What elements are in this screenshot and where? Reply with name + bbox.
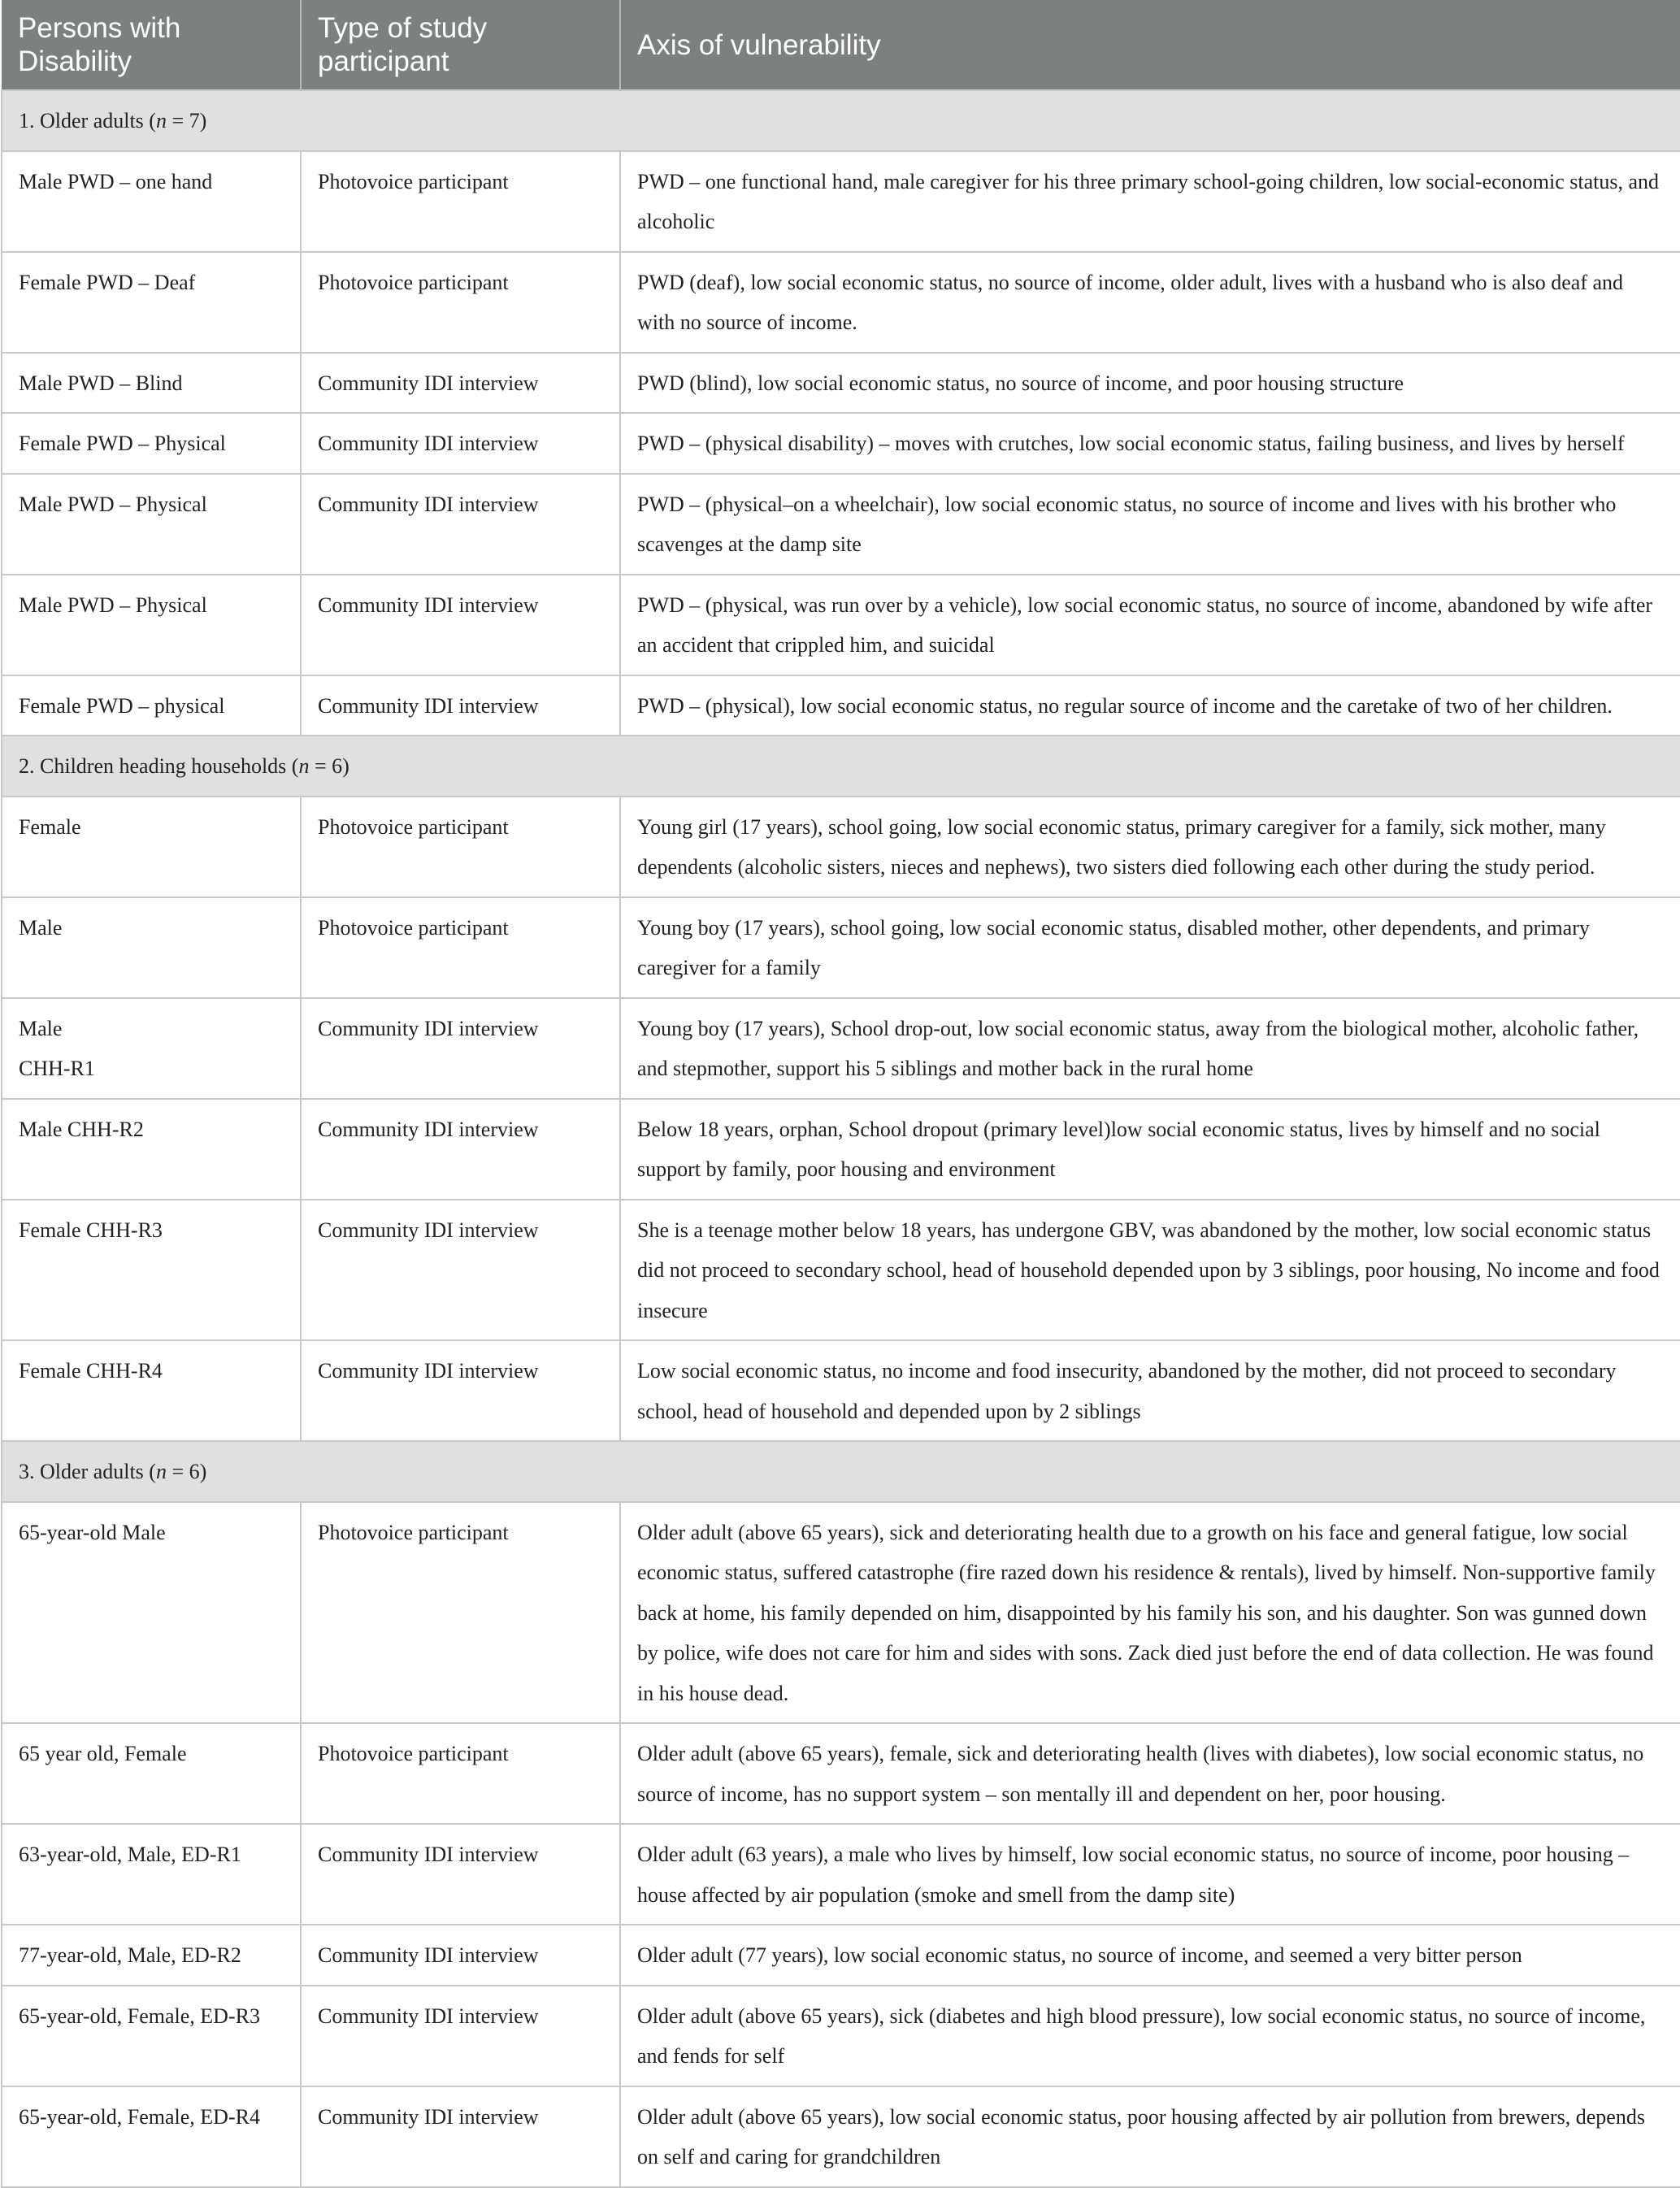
section-title-n: n [155, 109, 167, 132]
cell-person: Male PWD – Physical [2, 474, 301, 575]
participants-table [1, 0, 1680, 2188]
cell-vulnerability: PWD – (physical, was run over by a vehicle), low social economic status, no source of income, abandoned by wife after an accident that crippled him, and suicidal [620, 575, 1680, 675]
cell-participant-type: Photovoice participant [301, 897, 620, 998]
cell-vulnerability: Older adult (above 65 years), sick (diabetes and high blood pressure), low social economic status, no source of income, and fends for self [620, 1986, 1680, 2086]
cell-person: Male PWD – one hand [2, 151, 301, 252]
cell-person: Female PWD – Physical [2, 413, 301, 474]
table-row [2, 1099, 1680, 1200]
cell-person: 65-year-old, Female, ED-R3 [2, 1986, 301, 2086]
table-row [2, 1986, 1680, 2086]
cell-vulnerability: PWD – (physical), low social economic status, no regular source of income and the caretake of two of her children. [620, 675, 1680, 736]
table-row [2, 353, 1680, 414]
table-row [2, 2086, 1680, 2187]
cell-vulnerability: Older adult (63 years), a male who lives by himself, low social economic status, no source of income, poor housing – house affected by air population (smoke and smell from the damp site) [620, 1824, 1680, 1925]
cell-vulnerability: PWD – one functional hand, male caregiver for his three primary school-going children, low social-economic status, and alcoholic [620, 151, 1680, 252]
cell-person: Male PWD – Blind [2, 353, 301, 414]
header-persons-with-disability: Persons with Disability [2, 0, 301, 90]
cell-participant-type: Photovoice participant [301, 1723, 620, 1824]
cell-participant-type: Community IDI interview [301, 1340, 620, 1441]
table-row [2, 1340, 1680, 1441]
cell-participant-type: Community IDI interview [301, 474, 620, 575]
table-row [2, 797, 1680, 897]
section-title [2, 90, 1680, 151]
cell-vulnerability: Older adult (above 65 years), female, sick and deteriorating health (lives with diabetes), low social economic status, no source of income, has no support system – son mentally ill and dependent on her, poor housing. [620, 1723, 1680, 1824]
table-header [2, 0, 1680, 90]
cell-vulnerability: PWD (blind), low social economic status, no source of income, and poor housing structure [620, 353, 1680, 414]
section-header-row [2, 736, 1680, 797]
cell-vulnerability: PWD – (physical disability) – moves with crutches, low social economic status, failing business, and lives by herself [620, 413, 1680, 474]
table-row [2, 1502, 1680, 1724]
cell-person: Female PWD – Deaf [2, 252, 301, 353]
section-title-suffix: = 6) [309, 754, 349, 778]
cell-participant-type: Community IDI interview [301, 1986, 620, 2086]
cell-person: Female CHH-R3 [2, 1200, 301, 1341]
cell-person: 65-year-old Male [2, 1502, 301, 1724]
cell-participant-type: Community IDI interview [301, 1099, 620, 1200]
cell-person: Male CHH-R2 [2, 1099, 301, 1200]
header-type-of-study-participant: Type of study participant [301, 0, 620, 90]
table-row [2, 1925, 1680, 1986]
section-title [2, 1441, 1680, 1502]
table-row [2, 1723, 1680, 1824]
cell-participant-type: Community IDI interview [301, 1925, 620, 1986]
cell-vulnerability: She is a teenage mother below 18 years, has undergone GBV, was abandoned by the mother, low social economic status did not proceed to secondary school, head of household depended upon by 3 siblings, poor housing, No income and food insecure [620, 1200, 1680, 1341]
section-title-suffix: = 6) [166, 1460, 207, 1483]
cell-participant-type: Photovoice participant [301, 151, 620, 252]
table-row [2, 897, 1680, 998]
table-row [2, 151, 1680, 252]
table-row [2, 413, 1680, 474]
table-row [2, 998, 1680, 1099]
cell-participant-type: Photovoice participant [301, 252, 620, 353]
table-row [2, 575, 1680, 675]
cell-vulnerability: PWD – (physical–on a wheelchair), low social economic status, no source of income and lives with his brother who scavenges at the damp site [620, 474, 1680, 575]
cell-person: Male [2, 897, 301, 998]
section-title-prefix: 2. Children heading households ( [19, 754, 299, 778]
cell-participant-type: Community IDI interview [301, 1824, 620, 1925]
cell-person: Female PWD – physical [2, 675, 301, 736]
cell-participant-type: Community IDI interview [301, 413, 620, 474]
cell-person: Male PWD – Physical [2, 575, 301, 675]
table-body [2, 90, 1680, 2187]
cell-vulnerability: Young boy (17 years), School drop-out, low social economic status, away from the biological mother, alcoholic father, and stepmother, support his 5 siblings and mother back in the rural home [620, 998, 1680, 1099]
cell-vulnerability: Older adult (77 years), low social economic status, no source of income, and seemed a very bitter person [620, 1925, 1680, 1986]
cell-participant-type: Photovoice participant [301, 797, 620, 897]
table-row [2, 675, 1680, 736]
table-row [2, 252, 1680, 353]
cell-person: 65 year old, Female [2, 1723, 301, 1824]
section-title-suffix: = 7) [166, 109, 207, 132]
cell-person: Female CHH-R4 [2, 1340, 301, 1441]
cell-vulnerability: PWD (deaf), low social economic status, no source of income, older adult, lives with a husband who is also deaf and with no source of income. [620, 252, 1680, 353]
cell-person: Female [2, 797, 301, 897]
table-row [2, 1824, 1680, 1925]
section-title-prefix: 3. Older adults ( [19, 1460, 156, 1483]
header-axis-of-vulnerability: Axis of vulnerability [620, 0, 1680, 90]
cell-participant-type: Community IDI interview [301, 2086, 620, 2187]
header-row [2, 0, 1680, 90]
cell-vulnerability: Below 18 years, orphan, School dropout (primary level)low social economic status, lives by himself and no social support by family, poor housing and environment [620, 1099, 1680, 1200]
cell-vulnerability: Older adult (above 65 years), sick and deteriorating health due to a growth on his face and general fatigue, low social economic status, suffered catastrophe (fire razed down his residence & rentals), lived by himself. Non-supportive family back at home, his family depended on him, disappointed by his family his son, and his daughter. Son was gunned down by police, wife does not care for him and sides with sons. Zack died just before the end of data collection. He was found in his house dead. [620, 1502, 1680, 1724]
cell-person: 77-year-old, Male, ED-R2 [2, 1925, 301, 1986]
cell-vulnerability: Low social economic status, no income and food insecurity, abandoned by the mother, did not proceed to secondary school, head of household and depended upon by 2 siblings [620, 1340, 1680, 1441]
section-title [2, 736, 1680, 797]
cell-participant-type: Community IDI interview [301, 575, 620, 675]
cell-vulnerability: Young boy (17 years), school going, low social economic status, disabled mother, other dependents, and primary caregiver for a family [620, 897, 1680, 998]
section-title-prefix: 1. Older adults ( [19, 109, 156, 132]
section-title-n: n [155, 1460, 167, 1483]
cell-participant-type: Photovoice participant [301, 1502, 620, 1724]
cell-vulnerability: Older adult (above 65 years), low social economic status, poor housing affected by air pollution from brewers, depends on self and caring for grandchildren [620, 2086, 1680, 2187]
cell-person: Male CHH-R1 [2, 998, 301, 1099]
cell-participant-type: Community IDI interview [301, 675, 620, 736]
section-title-n: n [298, 754, 310, 778]
section-header-row [2, 90, 1680, 151]
table-row [2, 474, 1680, 575]
table-row [2, 1200, 1680, 1341]
cell-vulnerability: Young girl (17 years), school going, low social economic status, primary caregiver for a family, sick mother, many dependents (alcoholic sisters, nieces and nephews), two sisters died following each other during the study period. [620, 797, 1680, 897]
cell-person: 63-year-old, Male, ED-R1 [2, 1824, 301, 1925]
cell-participant-type: Community IDI interview [301, 998, 620, 1099]
cell-person: 65-year-old, Female, ED-R4 [2, 2086, 301, 2187]
section-header-row [2, 1441, 1680, 1502]
cell-participant-type: Community IDI interview [301, 1200, 620, 1341]
cell-participant-type: Community IDI interview [301, 353, 620, 414]
